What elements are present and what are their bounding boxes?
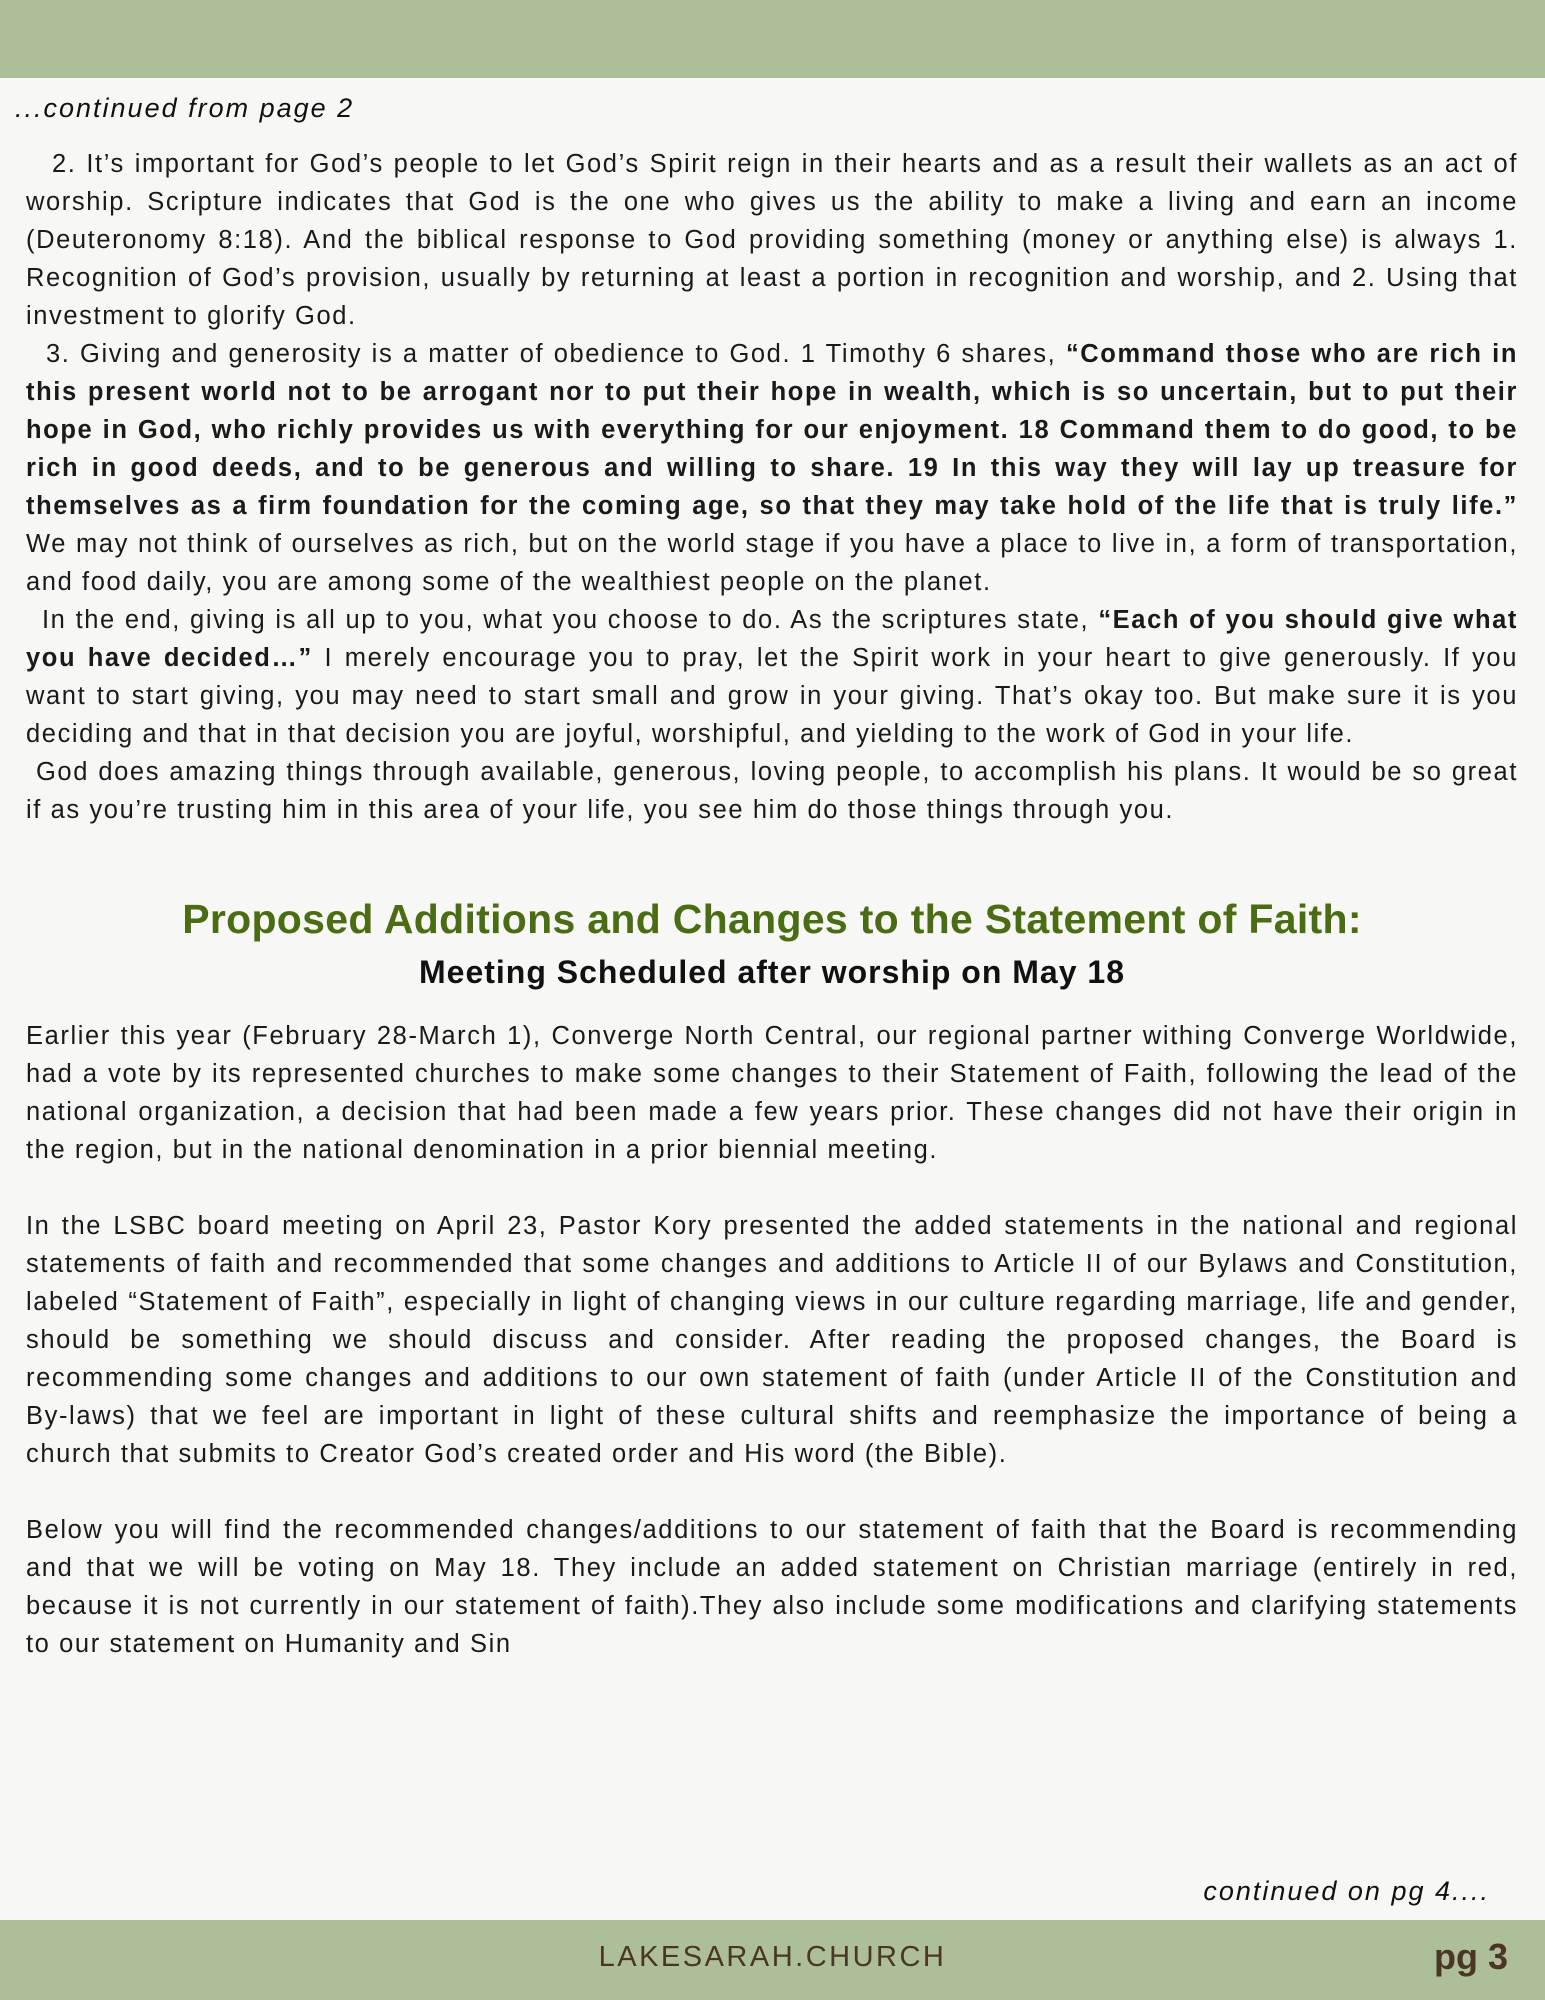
article-paragraph-4: God does amazing things through available, generous, loving people, to accomplish his plans. It would be so great if as you’re trusting him in this area of your life, you see him do those things through you. bbox=[26, 758, 1518, 824]
section-paragraph-1: Earlier this year (February 28-March 1), Converge North Central, our regional partner withing Converge Worldwide, had a vote by its represented churches to make some changes to their Statement of Faith, following the lead of the national organization, a decision that had been made a few years prior. These changes did not have their origin in the region, but in the national denomination in a prior biennial meeting. bbox=[26, 1022, 1518, 1164]
section-title: Proposed Additions and Changes to the Statement of Faith: bbox=[182, 896, 1362, 942]
continued-on-note: continued on pg 4.... bbox=[1203, 1876, 1490, 1906]
scripture-quote-timothy: “Command those who are rich in this present world not to be arrogant nor to put their hope in wealth, which is so uncertain, but to put their hope in God, who richly provides us with everything for our enjoyment. 18 Command them to do good, to be rich in good deeds, and to be generous and willing to share. 19 In this way they will lay up treasure for themselves as a firm foundation for the coming age, so that they may take hold of the life that is truly life.” bbox=[26, 340, 1518, 520]
article-paragraph-1: 2. It’s important for God’s people to let God’s Spirit reign in their hearts and as a result their wallets as an act of worship. Scripture indicates that God is the one who gives us the ability to make a living and earn an income (Deuteronomy 8:18). And the biblical response to God providing something (money or anything else) is always 1. Recognition of God’s provision, usually by returning at least a portion in recognition and worship, and 2. Using that investment to glorify God. bbox=[26, 150, 1518, 330]
paragraph-outro: We may not think of ourselves as rich, but on the world stage if you have a place to live in, a form of transportation, and food daily, you are among some of the wealthiest people on the planet. bbox=[26, 530, 1518, 596]
footer-website: LAKESARAH.CHURCH bbox=[598, 1941, 947, 1973]
article-paragraph-2 bbox=[26, 335, 1518, 601]
continued-from-note: ...continued from page 2 bbox=[15, 93, 355, 123]
section-paragraph-3: Below you will find the recommended changes/additions to our statement of faith that the Board is recommending and that we will be voting on May 18. They include an added statement on Christian marriage (entirely in red, because it is not currently in our statement of faith).They also include some modifications and clarifying statements to our statement on Humanity and Sin bbox=[26, 1516, 1518, 1658]
paragraph-intro: In the end, giving is all up to you, what you choose to do. As the scriptures state, bbox=[42, 606, 1099, 634]
page-content bbox=[26, 145, 1518, 1663]
header-band bbox=[0, 0, 1545, 78]
section-paragraph-2: In the LSBC board meeting on April 23, Pastor Kory presented the added statements in the national and regional statements of faith and recommended that some changes and additions to Article II of our Bylaws and Constitution, labeled “Statement of Faith”, especially in light of changing views in our culture regarding marriage, life and gender, should be something we should discuss and consider. After reading the proposed changes, the Board is recommending some changes and additions to our own statement of faith (under Article II of the Constitution and By-laws) that we feel are important in light of these cultural shifts and reemphasize the importance of being a church that submits to Creator God’s created order and His word (the Bible). bbox=[26, 1212, 1518, 1468]
scripture-quote-each: “Each of you should give what you have decided…” bbox=[26, 606, 1519, 672]
section-subtitle: Meeting Scheduled after worship on May 18 bbox=[418, 954, 1125, 990]
paragraph-intro: 3. Giving and generosity is a matter of obedience to God. 1 Timothy 6 shares, bbox=[46, 340, 1066, 368]
page-number: pg 3 bbox=[1433, 1936, 1508, 1977]
article-paragraph-3 bbox=[26, 601, 1518, 753]
paragraph-outro: I merely encourage you to pray, let the Spirit work in your heart to give generously. If you want to start giving, you may need to start small and grow in your giving. That’s okay too. But make sure it is you deciding and that in that decision you are joyful, worshipful, and yielding to the work of God in your life. bbox=[26, 644, 1518, 748]
